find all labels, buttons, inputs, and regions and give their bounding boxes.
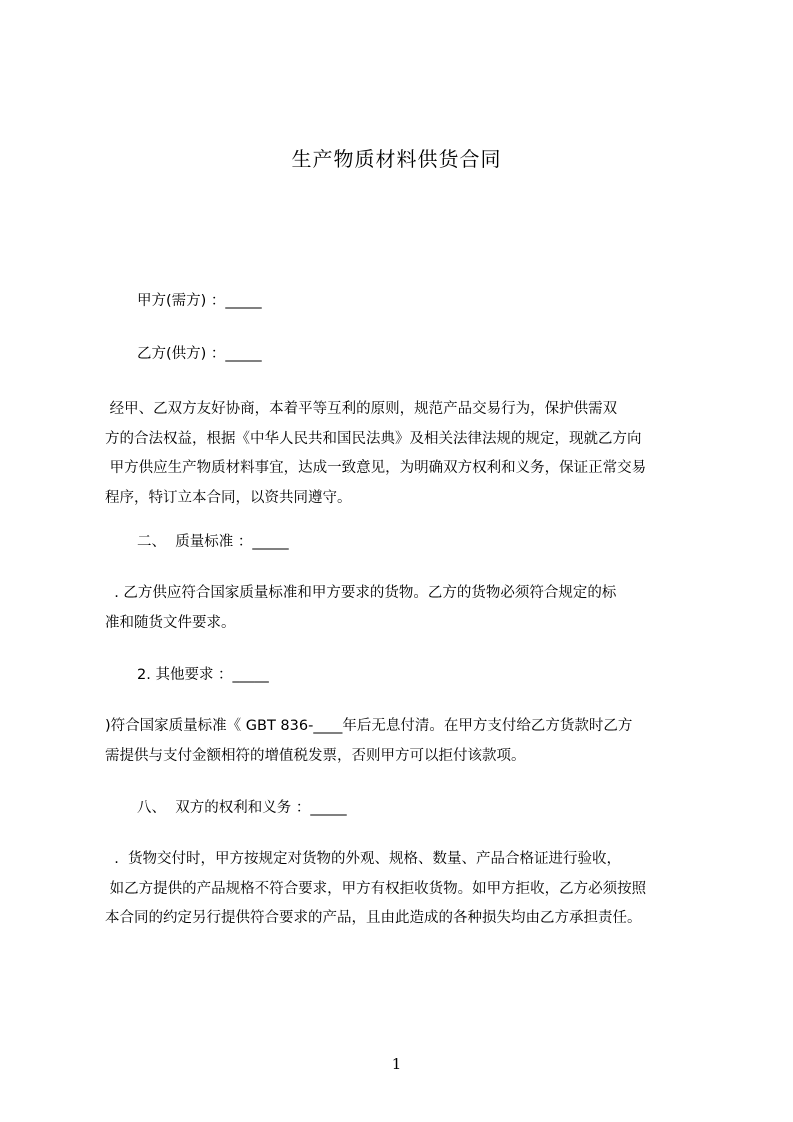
quality-clause-line: 准和随货文件要求。 bbox=[105, 614, 236, 631]
other-clause-paragraph bbox=[105, 712, 705, 771]
rights-clause-line: . 货物交付时，甲方按规定对货物的外观、规格、数量、产品合格证进行验收， bbox=[105, 851, 622, 867]
preamble-line: 程序，特订立本合同，以资共同遵守。 bbox=[105, 489, 352, 506]
rights-clause-line: 本合同的约定另行提供符合要求的产品，且由此造成的各种损失均由乙方承担责任。 bbox=[105, 910, 642, 926]
section-quality-heading: 二、 质量标准 ：_____ bbox=[137, 534, 289, 550]
preamble-paragraph bbox=[105, 395, 705, 513]
section-other-heading: 2. 其他要求 ：_____ bbox=[137, 667, 269, 683]
rights-clause-line: 如乙方提供的产品规格不符合要求，甲方有权拒收货物。如甲方拒收，乙方必须按照 bbox=[105, 880, 647, 897]
preamble-line: 方的合法权益，根据《中华人民共和国民法典》及相关法律法规的规定，现就乙方向 bbox=[105, 430, 642, 447]
document-title: 生产物质材料供货合同 bbox=[291, 147, 502, 171]
other-clause-line: )符合国家质量标准《 GBT 836-____年后无息付清。在甲方支付给乙方货款时乙方 bbox=[105, 718, 633, 734]
quality-clause-line: . 乙方供应符合国家质量标准和甲方要求的货物。乙方的货物必须符合规定的标 bbox=[105, 585, 617, 601]
party-a-field: 甲方(需方) ：_____ bbox=[137, 293, 262, 309]
rights-clause-paragraph bbox=[105, 845, 705, 934]
page-number: 1 bbox=[391, 1055, 402, 1073]
preamble-line: 经甲、乙双方友好协商，本着平等互利的原则，规范产品交易行为，保护供需双 bbox=[105, 401, 618, 417]
section-rights-heading: 八、 双方的权利和义务 ：_____ bbox=[137, 800, 347, 816]
preamble-line: 甲方供应生产物质材料事宜，达成一致意见，为明确双方权利和义务，保证正常交易 bbox=[105, 460, 647, 476]
party-b-field: 乙方(供方) ：_____ bbox=[137, 346, 262, 362]
quality-clause-paragraph bbox=[105, 579, 705, 638]
other-clause-line: 需提供与支付金额相符的增值税发票，否则甲方可以拒付该款项。 bbox=[105, 747, 526, 764]
